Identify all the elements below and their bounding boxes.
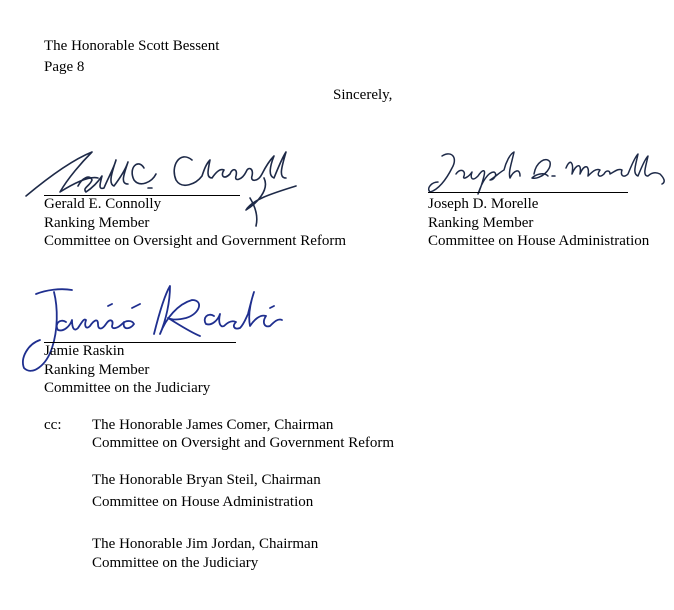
closing-salutation: Sincerely, — [333, 87, 393, 103]
cc-recipient-committee: Committee on Oversight and Government Reform — [92, 435, 395, 451]
cc-recipient-committee: Committee on the Judiciary — [92, 555, 259, 571]
signature-morelle — [424, 148, 669, 198]
signer-title-connolly: Ranking Member — [44, 215, 150, 231]
cc-recipient-committee: Committee on House Administration — [92, 494, 314, 510]
signer-name-connolly: Gerald E. Connolly — [44, 196, 162, 212]
signature-line-morelle — [428, 192, 628, 193]
signer-committee-raskin: Committee on the Judiciary — [44, 380, 211, 396]
signer-name-raskin: Jamie Raskin — [44, 343, 125, 359]
cc-recipient-name: The Honorable James Comer, Chairman — [92, 417, 334, 433]
cc-label: cc: — [44, 417, 62, 433]
signer-committee-connolly: Committee on Oversight and Government Reform — [44, 233, 347, 249]
signer-committee-morelle: Committee on House Administration — [428, 233, 650, 249]
cc-recipient-name: The Honorable Bryan Steil, Chairman — [92, 472, 321, 488]
page-number: Page 8 — [44, 59, 85, 75]
signer-title-morelle: Ranking Member — [428, 215, 534, 231]
addressee-line: The Honorable Scott Bessent — [44, 38, 220, 54]
signer-title-raskin: Ranking Member — [44, 362, 150, 378]
signer-name-morelle: Joseph D. Morelle — [428, 196, 539, 212]
cc-recipient-name: The Honorable Jim Jordan, Chairman — [92, 536, 319, 552]
